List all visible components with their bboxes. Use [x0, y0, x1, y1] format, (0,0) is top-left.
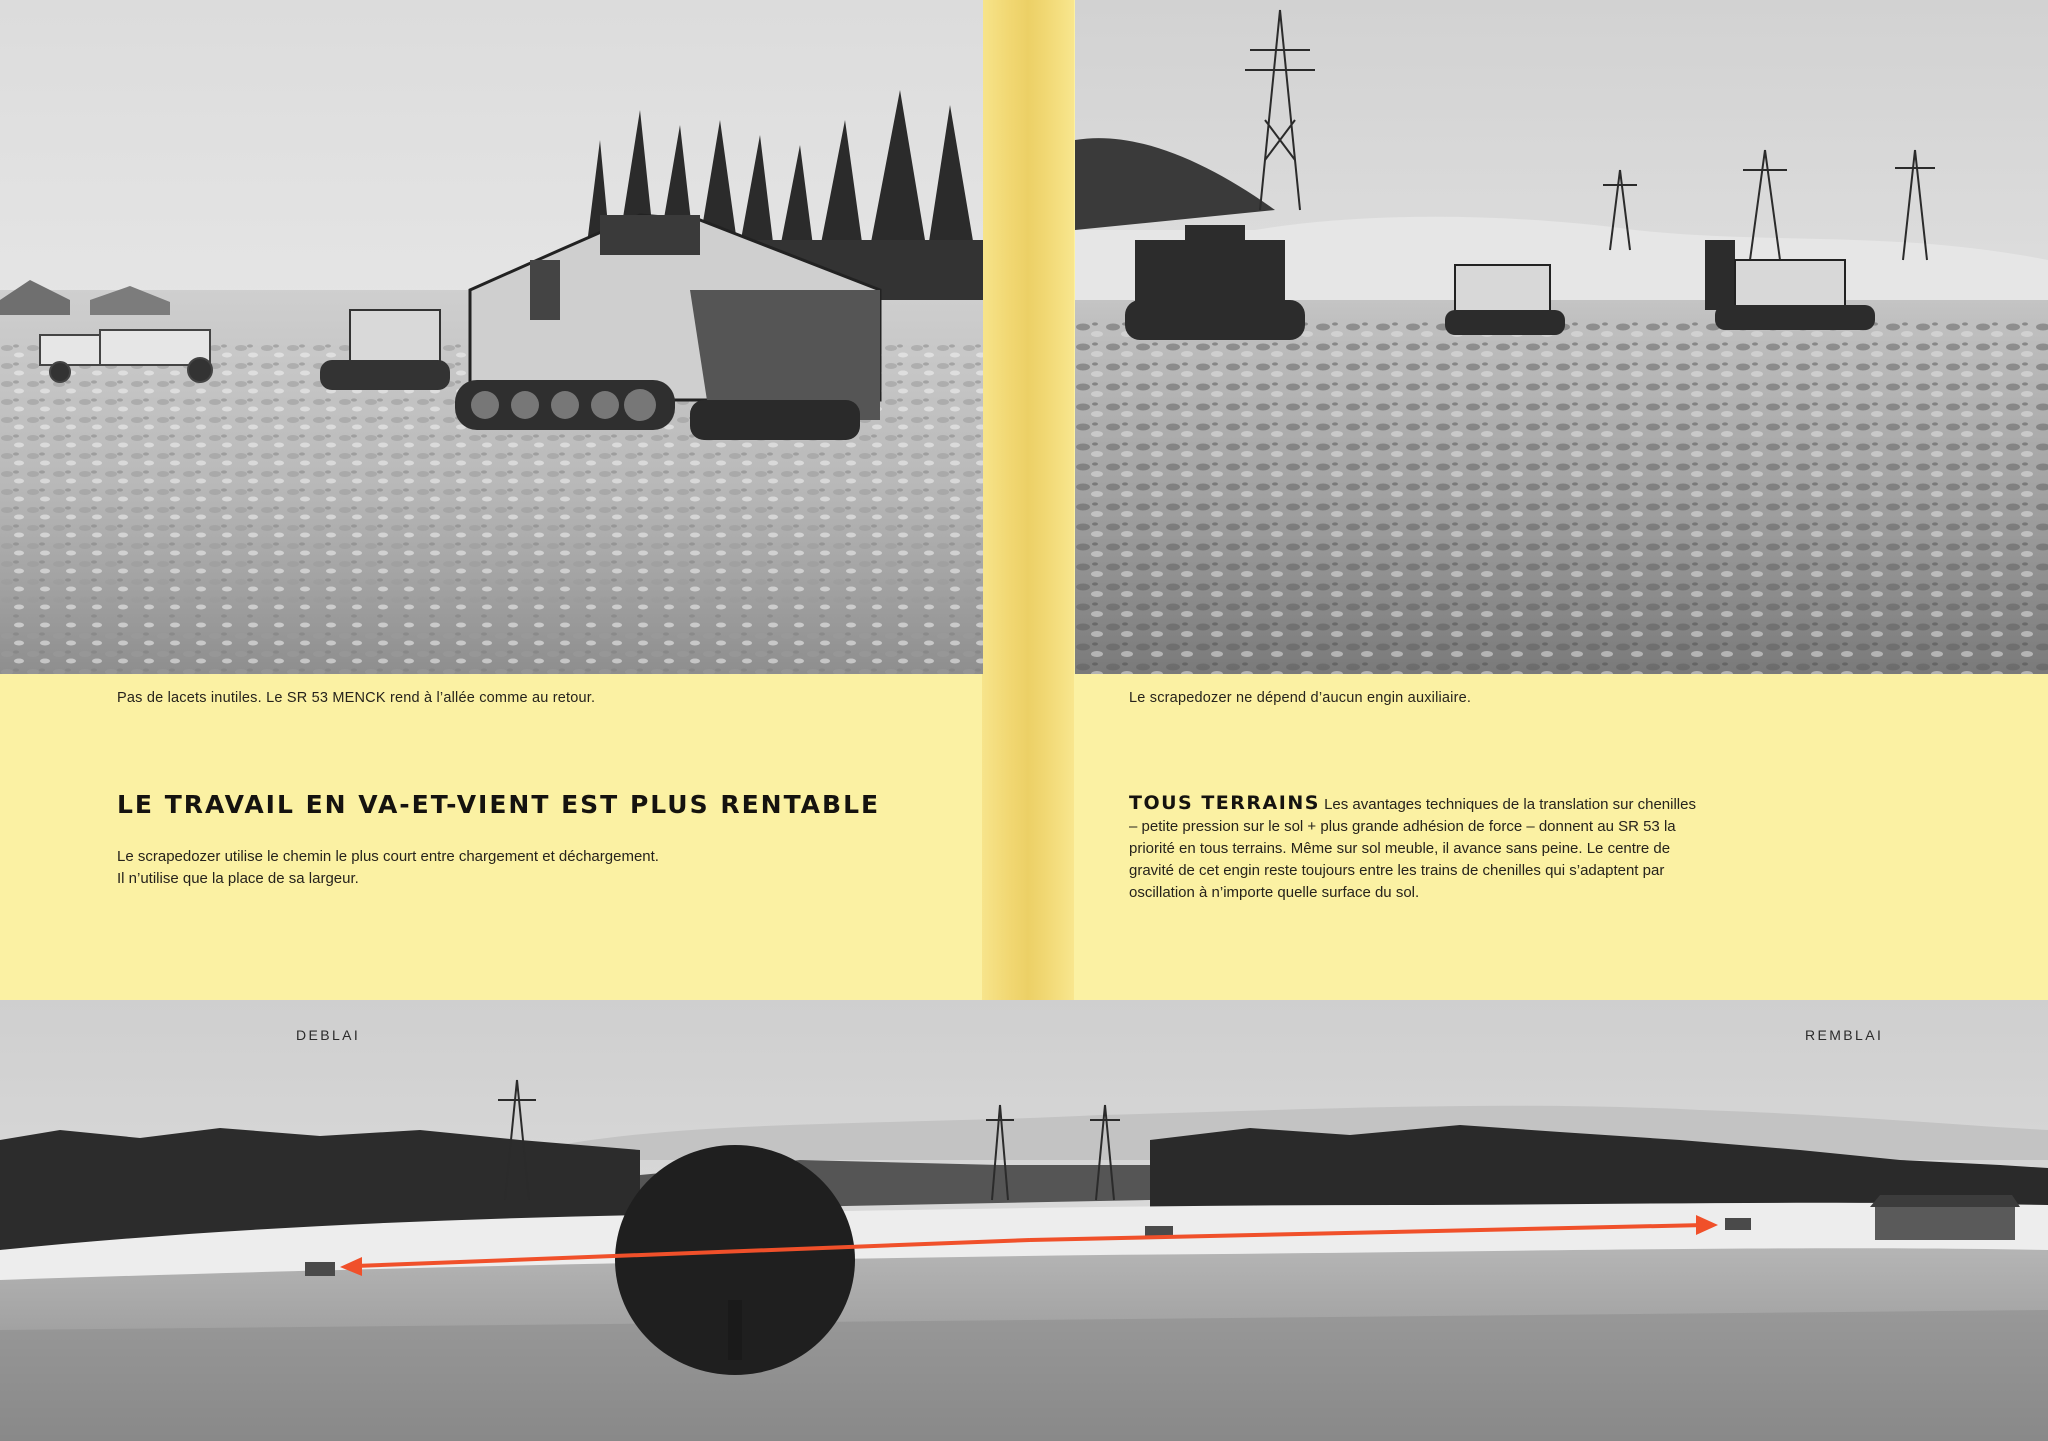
right-body-line: gravité de cet engin reste toujours entre les trains de chenilles qui s’adaptent par — [1129, 862, 1665, 879]
photo-construction-site — [1075, 0, 2048, 674]
page-fold — [982, 0, 1074, 1000]
right-body-line: oscillation à n’importe quelle surface du sol. — [1129, 884, 1420, 901]
right-body-text — [1129, 792, 1696, 904]
headline-va-et-vient: LE TRAVAIL EN VA-ET-VIENT EST PLUS RENTABLE — [117, 790, 881, 819]
right-body-line-rest: Les avantages techniques de la translation sur chenilles — [1319, 796, 1696, 813]
right-body-line: priorité en tous terrains. Même sur sol meuble, il avance sans peine. Le centre de — [1129, 840, 1671, 857]
right-body-first-line — [1129, 792, 1696, 816]
label-remblai: REMBLAI — [1805, 1027, 1884, 1043]
caption-left: Pas de lacets inutiles. Le SR 53 MENCK rend à l’allée comme au retour. — [117, 690, 596, 706]
left-body-line: Le scrapedozer utilise le chemin le plus court entre chargement et déchargement. — [117, 848, 659, 865]
left-body-line: Il n’utilise que la place de sa largeur. — [117, 870, 359, 887]
caption-right: Le scrapedozer ne dépend d’aucun engin auxiliaire. — [1129, 690, 1472, 706]
photo-scrapedozer-field — [0, 0, 983, 674]
panorama-photo — [0, 1000, 2048, 1441]
left-body-text — [117, 846, 659, 890]
lead-tous-terrains: TOUS TERRAINS — [1129, 792, 1320, 814]
label-deblai: DEBLAI — [296, 1027, 361, 1043]
right-body-line: – petite pression sur le sol + plus grande adhésion de force – donnent au SR 53 la — [1129, 818, 1676, 835]
